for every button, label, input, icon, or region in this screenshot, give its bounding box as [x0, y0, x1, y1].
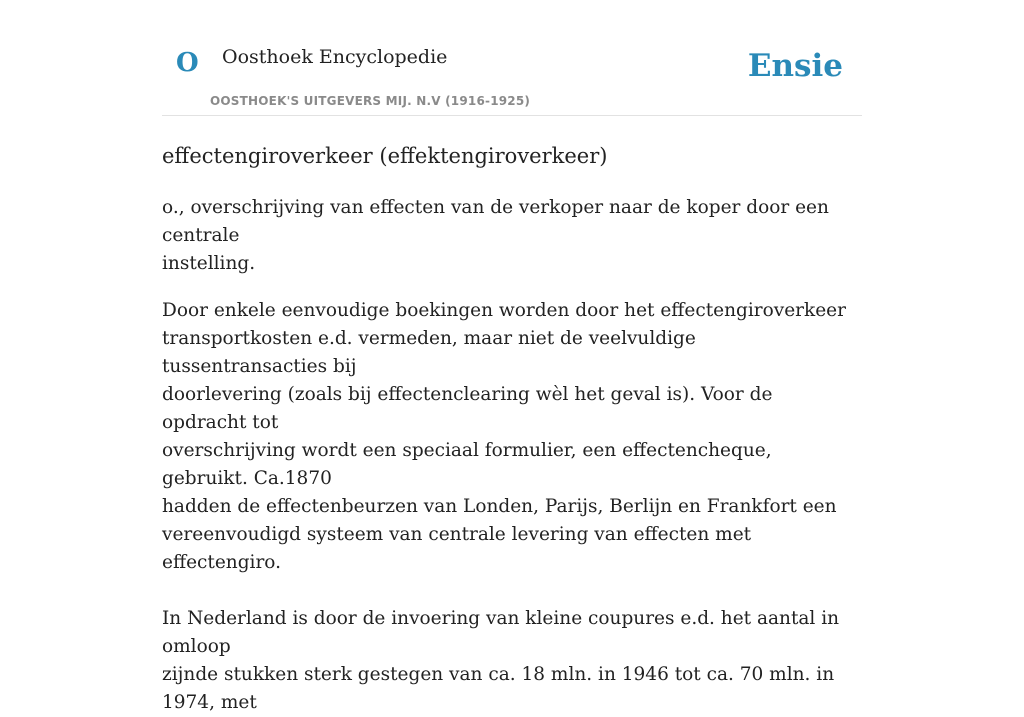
entry-paragraph: Door enkele eenvoudige boekingen worden door het effectengiroverkeer transportkosten e.d. vermeden, maar niet de veelvuldige tussentransacties bij doorlevering (zoals bij effectenclearing wèl het geval is). Voor de opdracht tot overschrijving wordt een speciaal formulier, een effectencheque, gebruikt. Ca.1870 hadden de effectenbeurzen van Londen, Parijs, Berlijn en Frankfort een vereenvoudigd systeem van centrale levering van effecten met effectengiro. [162, 300, 846, 574]
entry-title: effectengiroverkeer (effektengiroverkeer) [162, 144, 608, 168]
source-subtitle: OOSTHOEK'S UITGEVERS MIJ. N.V (1916-1925) [210, 94, 531, 108]
ensie-logo-link[interactable]: Ensie [747, 48, 843, 84]
entry-body [162, 194, 862, 717]
source-logo: O [176, 48, 199, 78]
entry-paragraph: In Nederland is door de invoering van kleine coupures e.d. het aantal in omloop zijnde stukken sterk gestegen van ca. 18 mln. in 1946 tot ca. 70 mln. in 1974, met [162, 608, 840, 714]
entry-definition: o., overschrijving van effecten van de verkoper naar de koper door een centrale instelling. [162, 197, 829, 275]
article-container [162, 0, 862, 717]
source-header [162, 0, 862, 116]
source-title[interactable]: Oosthoek Encyclopedie [222, 46, 448, 68]
